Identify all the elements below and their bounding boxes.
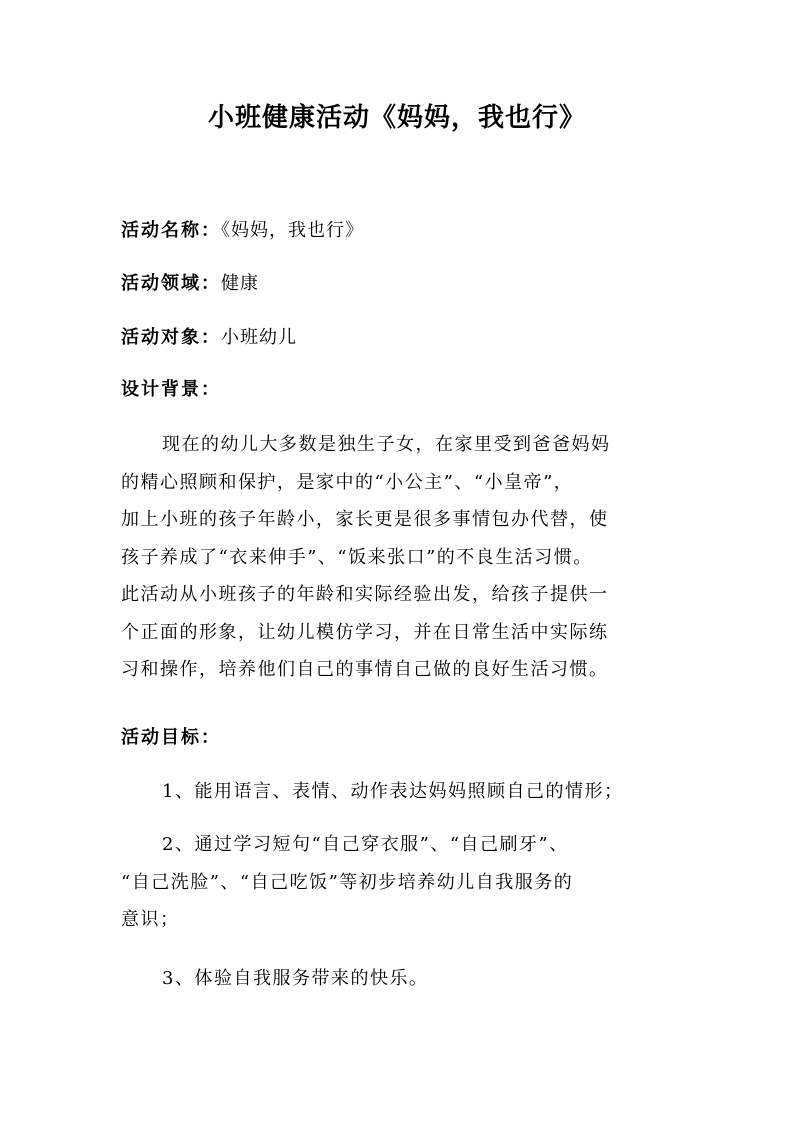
- paragraph-line: 加上小班的孩子年龄小，家长更是很多事情包办代替，使: [121, 509, 609, 530]
- section-heading-goals: 活动目标：: [121, 727, 221, 748]
- field-label: 活动名称：: [121, 220, 221, 241]
- goal-line: 3、体验自我服务带来的快乐。: [162, 968, 429, 989]
- paragraph-line: 的精心照顾和保护，是家中的“小公主”、“小皇帝”，: [121, 471, 574, 493]
- background-paragraph: [121, 426, 681, 689]
- paragraph-line: 个正面的形象，让幼儿模仿学习，并在日常生活中实际练: [121, 621, 609, 643]
- field-activity-domain: [121, 269, 259, 299]
- goal-line: 1、能用语言、表情、动作表达妈妈照顾自己的情形；: [162, 781, 624, 802]
- goal-item-1: [121, 773, 681, 811]
- goal-line: “自己洗脸”、“自己吃饭”等初步培养幼儿自我服务的: [121, 871, 574, 893]
- field-label: 活动领域：: [121, 273, 221, 294]
- paragraph-line: 孩子养成了“衣来伸手”、“饭来张口”的不良生活习惯。: [121, 546, 593, 568]
- goal-item-3: [121, 960, 681, 998]
- paragraph-line: 现在的幼儿大多数是独生子女，在家里受到爸爸妈妈: [162, 434, 611, 455]
- field-label: 活动对象：: [121, 327, 221, 348]
- goal-line: 2、通过学习短句“自己穿衣服”、“自己刷牙”、: [162, 834, 569, 855]
- goal-item-2: [121, 826, 681, 939]
- field-value: 健康: [221, 273, 259, 294]
- field-activity-target: [121, 323, 297, 353]
- document-title: 小班健康活动《妈妈，我也行》: [207, 103, 586, 133]
- field-value: 《妈妈，我也行》: [221, 220, 364, 241]
- paragraph-line: 习和操作，培养他们自己的事情自己做的良好生活习惯。: [121, 659, 609, 680]
- goal-line: 意识；: [121, 909, 180, 930]
- section-heading-background: 设计背景：: [121, 379, 221, 400]
- field-activity-name: [121, 216, 364, 246]
- field-value: 小班幼儿: [221, 327, 297, 348]
- paragraph-line: 此活动从小班孩子的年龄和实际经验出发，给孩子提供一: [121, 584, 609, 605]
